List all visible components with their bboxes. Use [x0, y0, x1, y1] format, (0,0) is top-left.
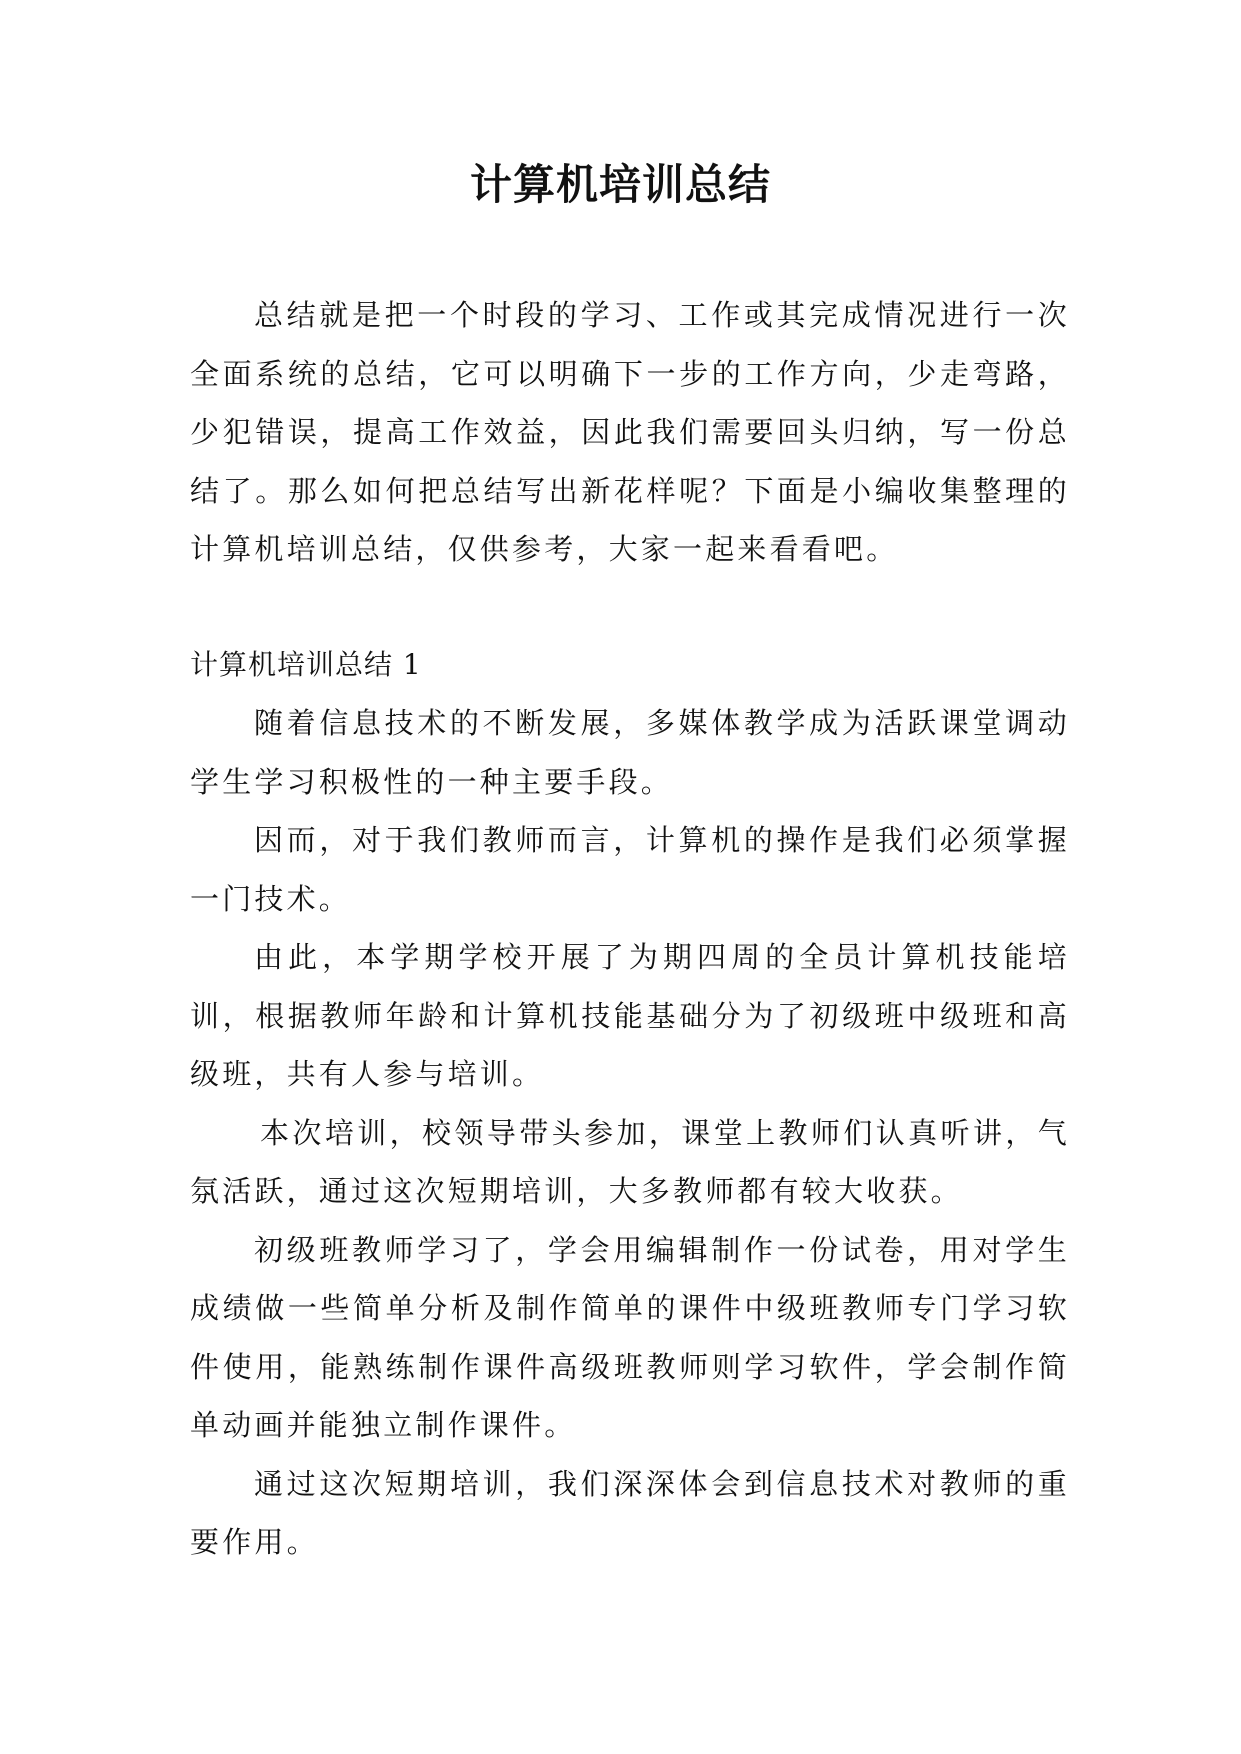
section-body: [190, 694, 1070, 1572]
body-paragraph: 初级班教师学习了，学会用编辑制作一份试卷，用对学生成绩做一些简单分析及制作简单的课件中级班教师专门学习软件使用，能熟练制作课件高级班教师则学习软件，学会制作简单动画并能独立制作课件。: [190, 1232, 1070, 1442]
body-paragraph: 由此，本学期学校开展了为期四周的全员计算机技能培训，根据教师年龄和计算机技能基础分为了初级班中级班和高级班，共有人参与培训。: [190, 940, 1070, 1091]
body-paragraph: 本次培训，校领导带头参加，课堂上教师们认真听讲，气氛活跃，通过这次短期培训，大多教师都有较大收获。: [190, 1115, 1070, 1208]
body-paragraph: 因而，对于我们教师而言，计算机的操作是我们必须掌握一门技术。: [190, 823, 1070, 916]
intro-paragraph: 总结就是把一个时段的学习、工作或其完成情况进行一次全面系统的总结，它可以明确下一步的工作方向，少走弯路，少犯错误，提高工作效益，因此我们需要回头归纳，写一份总结了。那么如何把总结写出新花样呢？下面是小编收集整理的计算机培训总结，仅供参考，大家一起来看看吧。: [190, 298, 1070, 566]
document-title: 计算机培训总结: [469, 160, 771, 209]
section-heading: 计算机培训总结 1: [190, 648, 422, 681]
body-paragraph: 随着信息技术的不断发展，多媒体教学成为活跃课堂调动学生学习积极性的一种主要手段。: [190, 706, 1070, 799]
body-paragraph: 通过这次短期培训，我们深深体会到信息技术对教师的重要作用。: [190, 1466, 1070, 1559]
